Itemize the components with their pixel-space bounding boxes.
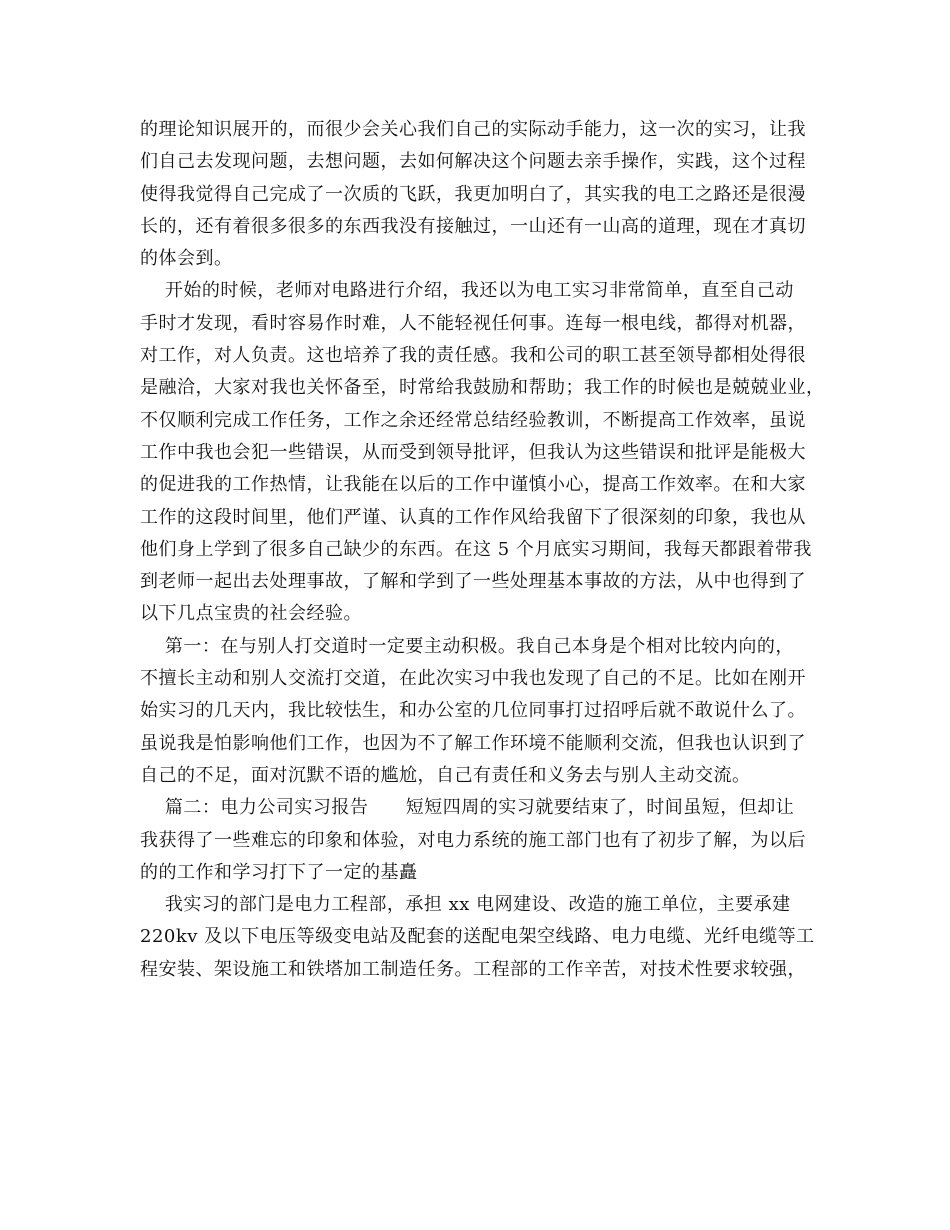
body-text xyxy=(140,114,825,986)
text-line: 工作的这段时间里，他们严谨、认真的工作作风给我留下了很深刻的印象，我也从 xyxy=(140,506,806,528)
text-line: 的促进我的工作热情，让我能在以后的工作中谨慎小心，提高工作效率。在和大家 xyxy=(140,474,806,496)
text-line: 到老师一起出去处理事故，了解和学到了一些处理基本事故的方法，从中也得到了 xyxy=(140,571,806,593)
text-line: 的体会到。 xyxy=(140,248,233,270)
text-line: 以下几点宝贵的社会经验。 xyxy=(140,603,362,625)
text-line: 不擅长主动和别人交流打交道，在此次实习中我也发现了自己的不足。比如在刚开 xyxy=(140,668,806,690)
text-line: 手时才发现，看时容易作时难，人不能轻视任何事。连每一根电线，都得对机器， xyxy=(140,312,806,334)
text-line: 开始的时候，老师对电路进行介绍，我还以为电工实习非常简单，直至自己动 xyxy=(140,280,794,302)
text-line: 们自己去发现问题，去想问题，去如何解决这个问题去亲手操作，实践，这个过程 xyxy=(140,151,806,173)
text-line: 是融洽，大家对我也关怀备至，时常给我鼓励和帮助；我工作的时候也是兢兢业业， xyxy=(140,377,825,399)
text-line: 长的，还有着很多很多的东西我没有接触过，一山还有一山高的道理，现在才真切 xyxy=(140,215,806,237)
text-line: 我获得了一些难忘的印象和体验，对电力系统的施工部门也有了初步了解，为以后 xyxy=(140,829,806,851)
text-line: 程安装、架设施工和铁塔加工制造任务。工程部的工作辛苦，对技术性要求较强， xyxy=(140,958,806,980)
text-line: 第一：在与别人打交道时一定要主动积极。我自己本身是个相对比较内向的， xyxy=(140,635,794,657)
text-line: 始实习的几天内，我比较怯生，和办公室的几位同事打过招呼后就不敢说什么了。 xyxy=(140,700,806,722)
text-line: 自己的不足，面对沉默不语的尴尬，自己有责任和义务去与别人主动交流。 xyxy=(140,764,751,786)
text-line: 篇二：电力公司实习报告 短短四周的实习就要结束了，时间虽短，但却让 xyxy=(140,797,795,819)
text-line: 对工作，对人负责。这也培养了我的责任感。我和公司的职工甚至领导都相处得很 xyxy=(140,345,806,367)
text-line: 的的工作和学习打下了一定的基矗 xyxy=(140,861,418,883)
text-line: 220kv 及以下电压等级变电站及配套的送配电架空线路、电力电缆、光纤电缆等工 xyxy=(140,926,815,948)
text-line: 的理论知识展开的，而很少会关心我们自己的实际动手能力，这一次的实习，让我 xyxy=(140,119,806,140)
text-line: 工作中我也会犯一些错误，从而受到领导批评，但我认为这些错误和批评是能极大 xyxy=(140,441,806,463)
text-line: 我实习的部门是电力工程部，承担 xx 电网建设、改造的施工单位，主要承建 xyxy=(140,894,791,916)
text-line: 不仅顺利完成工作任务，工作之余还经常总结经验教训，不断提高工作效率，虽说 xyxy=(140,409,806,431)
text-line: 他们身上学到了很多自己缺少的东西。在这 5 个月底实习期间，我每天都跟着带我 xyxy=(140,538,812,560)
text-line: 使得我觉得自己完成了一次质的飞跃，我更加明白了，其实我的电工之路还是很漫 xyxy=(140,183,806,205)
text-line: 虽说我是怕影响他们工作，也因为不了解工作环境不能顺利交流，但我也认识到了 xyxy=(140,732,806,754)
